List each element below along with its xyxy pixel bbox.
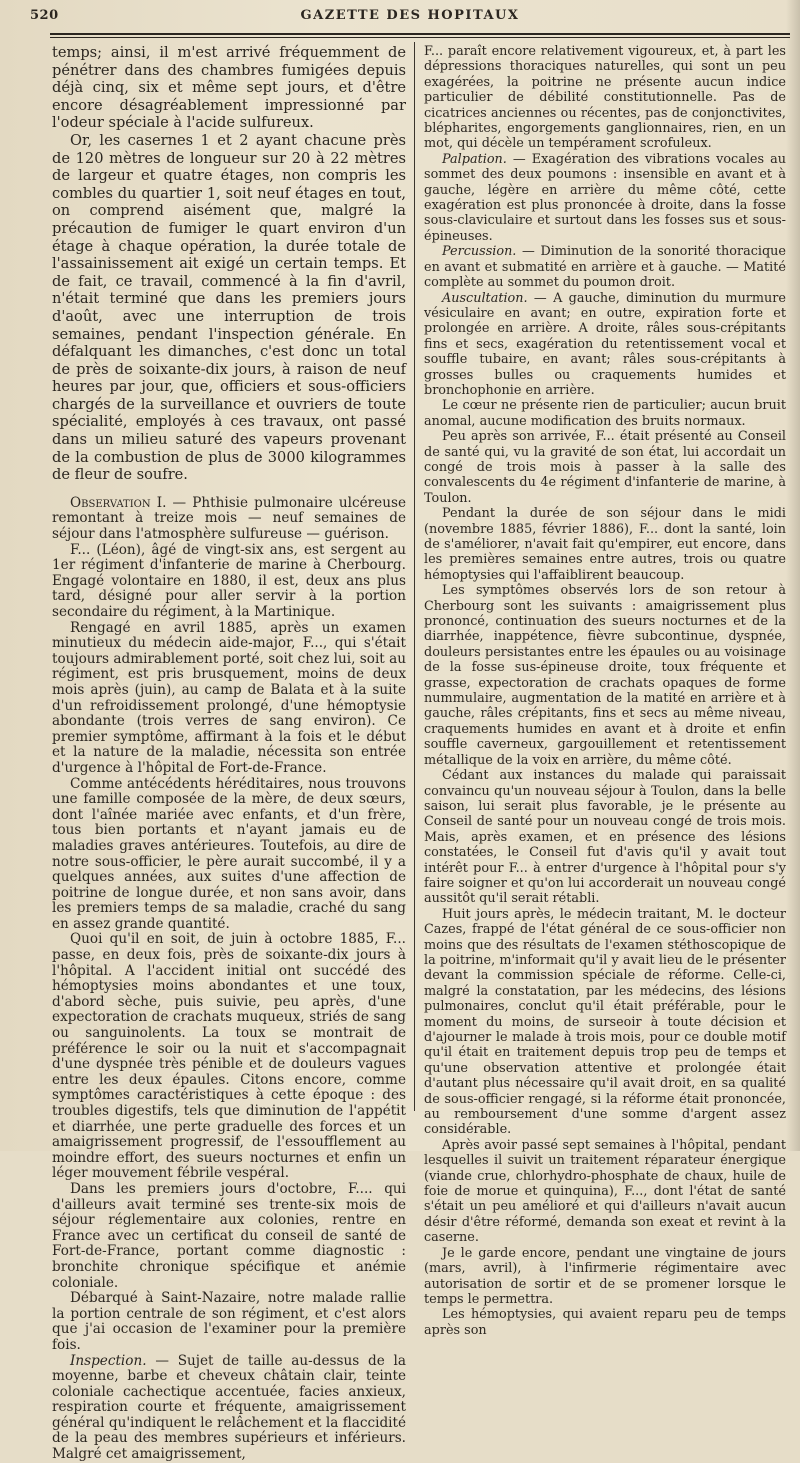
observation-label: Observation I.	[70, 494, 167, 511]
page-edge-shadow	[786, 0, 800, 1151]
percussion-text: — Diminution de la sonorité thoracique en avant et submatité en arrière et à gauche. — Matité complète au sommet du poumon droit.	[424, 244, 786, 291]
paragraph: Pendant la durée de son séjour dans le midi (novembre 1885, février 1886), F... dont la santé, loin de s'améliorer, n'avait fait qu'empirer, eut encore, dans les premières semaines entre autres, trois ou quatre hémoptysies qui l'affaiblirent beaucoup.	[424, 506, 786, 583]
header-rule-thick	[50, 33, 790, 35]
paragraph: Débarqué à Saint-Nazaire, notre malade rallie la portion centrale de son régiment, et c'est alors que j'ai occasion de l'examiner pour la première fois.	[52, 1290, 406, 1353]
observation-heading-text: — Phthisie pulmonaire ulcéreuse remontant à treize mois — neuf semaines de séjour dans l'atmosphère sulfureuse — guérison.	[52, 494, 406, 543]
percussion-paragraph	[424, 244, 786, 290]
paragraph: F... (Léon), âgé de vingt-six ans, est sergent au 1er régiment d'infanterie de marine à Cherbourg. Engagé volontaire en 1880, il est, deux ans plus tard, désigné pour aller servir à la portion secondaire du régiment, à la Martinique.	[52, 541, 406, 620]
inspection-paragraph	[52, 1354, 406, 1463]
running-title: GAZETTE DES HOPITAUX	[300, 8, 520, 23]
auscultation-paragraph	[424, 291, 786, 399]
page-number: 520	[30, 8, 59, 23]
auscultation-text: — A gauche, diminution du murmure vésiculaire en avant; en outre, expiration forte et prolongée en arrière. A droite, râles sous-crépitants fins et secs, exagération du retentissement vocal et souffle tubaire, en avant; râles sous-crépitants à grosses bulles ou craquements humides et bronchophonie en arrière.	[424, 290, 786, 398]
paragraph: Rengagé en avril 1885, après un examen minutieux du médecin aide-major, F..., qui s'était toujours admirablement porté, soit chez lui, soit au régiment, est pris brusquement, moins de deux mois après (juin), au camp de Balata et à la suite d'un refroidissement prolongé, d'une hémoptysie abondante (trois verres de sang environ). Ce premier symptôme, affirmant à la fois et le début et la nature de la maladie, nécessita son entrée d'urgence à l'hôpital de Fort-de-France.	[52, 619, 406, 776]
lead-section	[52, 44, 406, 484]
paragraph: Peu après son arrivée, F... était présenté au Conseil de santé qui, vu la gravité de son état, lui accordait un congé de trois mois à passer à la salle des convalescents du 4e régiment d'infanterie de marine, à Toulon.	[424, 429, 786, 506]
palpation-text: — Exagération des vibrations vocales au sommet des deux poumons : insensible en avant et à gauche, légère en arrière du même côté, cette exagération est plus prononcée à droite, dans la fosse sous-claviculaire et surtout dans les fosses sus et sous-épineuses.	[424, 151, 786, 244]
paragraph: Comme antécédents héréditaires, nous trouvons une famille composée de la mère, de deux sœurs, dont l'aînée mariée avec enfants, et d'un frère, tous bien portants et n'ayant jamais eu de maladies graves antérieures. Toutefois, au dire de notre sous-officier, le père aurait succombé, il y a quelques années, aux suites d'une affection de poitrine de longue durée, et non sans avoir, dans les premiers temps de sa maladie, craché du sang en assez grande quantité.	[52, 775, 406, 932]
header-rule-thin	[50, 37, 790, 38]
inspection-text: — Sujet de taille au-dessus de la moyenne, barbe et cheveux châtain clair, teinte coloniale cachectique accentuée, facies anxieux, respiration courte et fréquente, amaigrissement général qu'indiquent le relâchement et la flaccidité de la peau des membres supérieurs et inférieurs. Malgré cet amaigrissement,	[52, 1352, 406, 1463]
paragraph: Quoi qu'il en soit, de juin à octobre 1885, F... passe, en deux fois, près de soixante-dix jours à l'hôpital. A l'accident initial ont succédé des hémoptysies moins abondantes et une toux, d'abord sèche, puis suivie, peu après, d'une expectoration de crachats muqueux, striés de sang ou sanguinolents. La toux se montrait de préférence le soir ou la nuit et s'accompagnait d'une dyspnée très pénible et de douleurs vagues entre les deux épaules. Citons encore, comme symptômes caractéristiques à cette époque : des troubles digestifs, tels que diminution de l'appétit et diarrhée, une perte graduelle des forces et un amaigrissement progressif, de l'essoufflement au moindre effort, des sueurs nocturnes et enfin un léger mouvement fébrile vespéral.	[52, 931, 406, 1182]
page-header	[30, 8, 790, 34]
observation-heading	[52, 496, 406, 543]
column-divider	[414, 42, 415, 1111]
palpation-label: Palpation.	[442, 151, 507, 167]
percussion-label: Percussion.	[442, 244, 517, 260]
auscultation-label: Auscultation.	[442, 290, 528, 306]
paragraph: Les hémoptysies, qui avaient reparu peu de temps après son	[424, 1307, 786, 1338]
paragraph: Après avoir passé sept semaines à l'hôpital, pendant lesquelles il suivit un traitement réparateur énergique (viande crue, chlorhydro-phosphate de chaux, huile de foie de morue et quinquina), F..., dont l'état de santé s'était un peu amélioré et qui d'ailleurs n'avait aucun désir d'être réformé, demanda son exeat et revint à la caserne.	[424, 1137, 786, 1246]
inspection-label: Inspection.	[70, 1352, 147, 1369]
paragraph: Je le garde encore, pendant une vingtaine de jours (mars, avril), à l'infirmerie régimentaire avec autorisation de sortir et de se promener lorsque le temps le permettra.	[424, 1245, 786, 1307]
paragraph: Les symptômes observés lors de son retour à Cherbourg sont les suivants : amaigrissement plus prononcé, continuation des sueurs nocturnes et de la diarrhée, inappétence, fièvre subcontinue, dyspnée, douleurs persistantes entre les épaules ou au voisinage de la fosse sus-épineuse droite, toux fréquente et grasse, expectoration de crachats opaques de forme nummulaire, augmentation de la matité en arrière et à gauche, râles crépitants, fins et secs au même niveau, craquements humides en avant et à droite et enfin souffle caverneux, gargouillement et retentissement métallique de la voix en arrière, du même côté.	[424, 583, 786, 768]
paragraph: Le cœur ne présente rien de particulier; aucun bruit anomal, aucune modification des bruits normaux.	[424, 398, 786, 429]
paragraph: Dans les premiers jours d'octobre, F.... qui d'ailleurs avait terminé ses trente-six mois de séjour réglementaire aux colonies, rentre en France avec un certificat du conseil de santé de Fort-de-France, portant comme diagnostic : bronchite chronique spécifique et anémie coloniale.	[52, 1180, 406, 1291]
palpation-paragraph	[424, 152, 786, 244]
paragraph: Huit jours après, le médecin traitant, M. le docteur Cazes, frappé de l'état général de ce sous-officier non moins que des résultats de l'examen stéthoscopique de la poitrine, m'informait qu'il y avait lieu de le présenter devant la commission spéciale de réforme. Celle-ci, malgré la constatation, par les médecins, des lésions pulmonaires, conclut qu'il était préférable, pour le moment du moins, de surseoir à toute décision et d'ajourner le malade à trois mois, pour ce double motif qu'il était en traitement depuis trop peu de temps et qu'une observation attentive et prolongée était d'autant plus nécessaire qu'il avait droit, en sa qualité de sous-officier rengagé, si la réforme était prononcée, au remboursement d'une somme d'argent assez considérable.	[424, 906, 786, 1138]
paragraph: temps; ainsi, il m'est arrivé fréquemment de pénétrer dans des chambres fumigées depuis déjà cinq, six et même sept jours, et d'être encore désagréablement impressionné par l'odeur spéciale à l'acide sulfureux.	[52, 44, 406, 132]
paragraph: F... paraît encore relativement vigoureux, et, à part les dépressions thoraciques naturelles, qui sont un peu exagérées, la poitrine ne présente aucun indice particulier de débilité constitutionnelle. Pas de cicatrices anciennes ou récentes, pas de conjonctivites, blépharites, engorgements ganglionnaires, rien, en un mot, qui décèle un tempérament scrofuleux.	[424, 44, 786, 152]
paragraph: Or, les casernes 1 et 2 ayant chacune près de 120 mètres de longueur sur 20 à 22 mètres de largeur et quatre étages, non compris les combles du quartier 1, soit neuf étages en tout, on comprend aisément que, malgré la précaution de fumiger le quart environ d'un étage à chaque opération, la durée totale de l'assainissement ait exigé un certain temps. Et de fait, ce travail, commencé à la fin d'avril, n'était terminé que dans les premiers jours d'août, avec une interruption de trois semaines, pendant l'inspection générale. En défalquant les dimanches, c'est donc un total de près de soixante-dix jours, à raison de neuf heures par jour, que, officiers et sous-officiers chargés de la surveillance et ouvriers de toute spécialité, employés à ces travaux, ont passé dans un milieu saturé des vapeurs provenant de la combustion de plus de 3000 kilogrammes de fleur de soufre.	[52, 131, 406, 484]
left-column	[52, 44, 406, 1463]
right-column	[424, 44, 786, 1338]
paragraph: Cédant aux instances du malade qui paraissait convaincu qu'un nouveau séjour à Toulon, dans la belle saison, lui serait plus favorable, je le présente au Conseil de santé pour un nouveau congé de trois mois. Mais, après examen, et en présence des lésions constatées, le Conseil fut d'avis qu'il y avait tout intérêt pour F... à entrer d'urgence à l'hôpital pour s'y faire soigner et qu'on lui accorderait un nouveau congé aussitôt qu'il serait rétabli.	[424, 768, 786, 907]
